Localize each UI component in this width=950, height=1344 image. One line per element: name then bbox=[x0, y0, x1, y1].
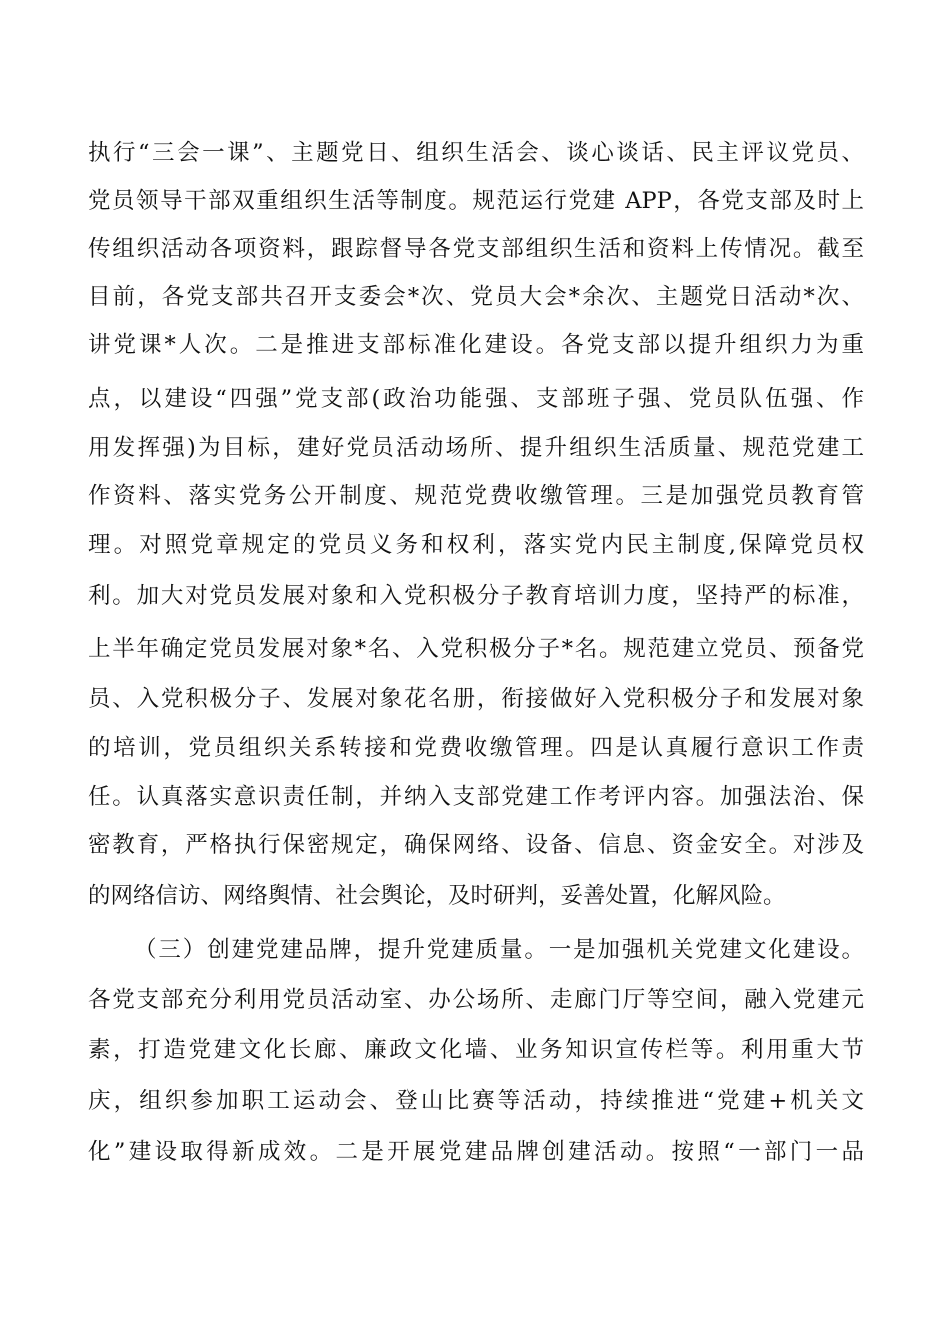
text-line: 员、入党积极分子、发展对象花名册，衔接做好入党积极分子和发展对象 bbox=[88, 686, 864, 712]
text-line: 上半年确定党员发展对象*名、入党积极分子*名。规范建立党员、预备党 bbox=[88, 636, 864, 662]
text-line: 化”建设取得新成效。二是开展党建品牌创建活动。按照“一部门一品 bbox=[88, 1139, 864, 1165]
text-line: 执行“三会一课”、主题党日、组织生活会、谈心谈话、民主评议党员、 bbox=[88, 140, 864, 166]
text-line: 素，打造党建文化长廊、廉政文化墙、业务知识宣传栏等。利用重大节 bbox=[88, 1037, 864, 1063]
text-line: 点，以建设“四强”党支部(政治功能强、支部班子强、党员队伍强、作 bbox=[88, 386, 864, 412]
text-line: 的培训，党员组织关系转接和党费收缴管理。四是认真履行意识工作责 bbox=[88, 735, 864, 761]
text-line: 利。加大对党员发展对象和入党积极分子教育培训力度，坚持严的标准， bbox=[88, 583, 864, 609]
text-line: 传组织活动各项资料，跟踪督导各党支部组织生活和资料上传情况。截至 bbox=[88, 236, 864, 262]
text-line: 的网络信访、网络舆情、社会舆论，及时研判，妥善处置，化解风险。 bbox=[88, 883, 786, 909]
text-line: 密教育，严格执行保密规定，确保网络、设备、信息、资金安全。对涉及 bbox=[88, 832, 864, 858]
text-line: 作资料、落实党务公开制度、规范党费收缴管理。三是加强党员教育管 bbox=[88, 483, 864, 509]
text-line: 目前，各党支部共召开支委会*次、党员大会*余次、主题党日活动*次、 bbox=[88, 284, 864, 310]
text-line: 任。认真落实意识责任制，并纳入支部党建工作考评内容。加强法治、保 bbox=[88, 784, 864, 810]
text-line: 庆，组织参加职工运动会、登山比赛等活动，持续推进“党建+机关文 bbox=[88, 1088, 864, 1114]
text-line: 用发挥强)为目标，建好党员活动场所、提升组织生活质量、规范党建工 bbox=[88, 435, 864, 461]
text-line: 党员领导干部双重组织生活等制度。规范运行党建 APP，各党支部及时上 bbox=[88, 188, 864, 214]
section-heading-line: （三）创建党建品牌，提升党建质量。一是加强机关党建文化建设。 bbox=[134, 937, 864, 963]
text-line: 理。对照党章规定的党员义务和权利，落实党内民主制度,保障党员权 bbox=[88, 532, 864, 558]
text-line: 讲党课*人次。二是推进支部标准化建设。各党支部以提升组织力为重 bbox=[88, 332, 864, 358]
text-line: 各党支部充分利用党员活动室、办公场所、走廊门厅等空间，融入党建元 bbox=[88, 987, 864, 1013]
